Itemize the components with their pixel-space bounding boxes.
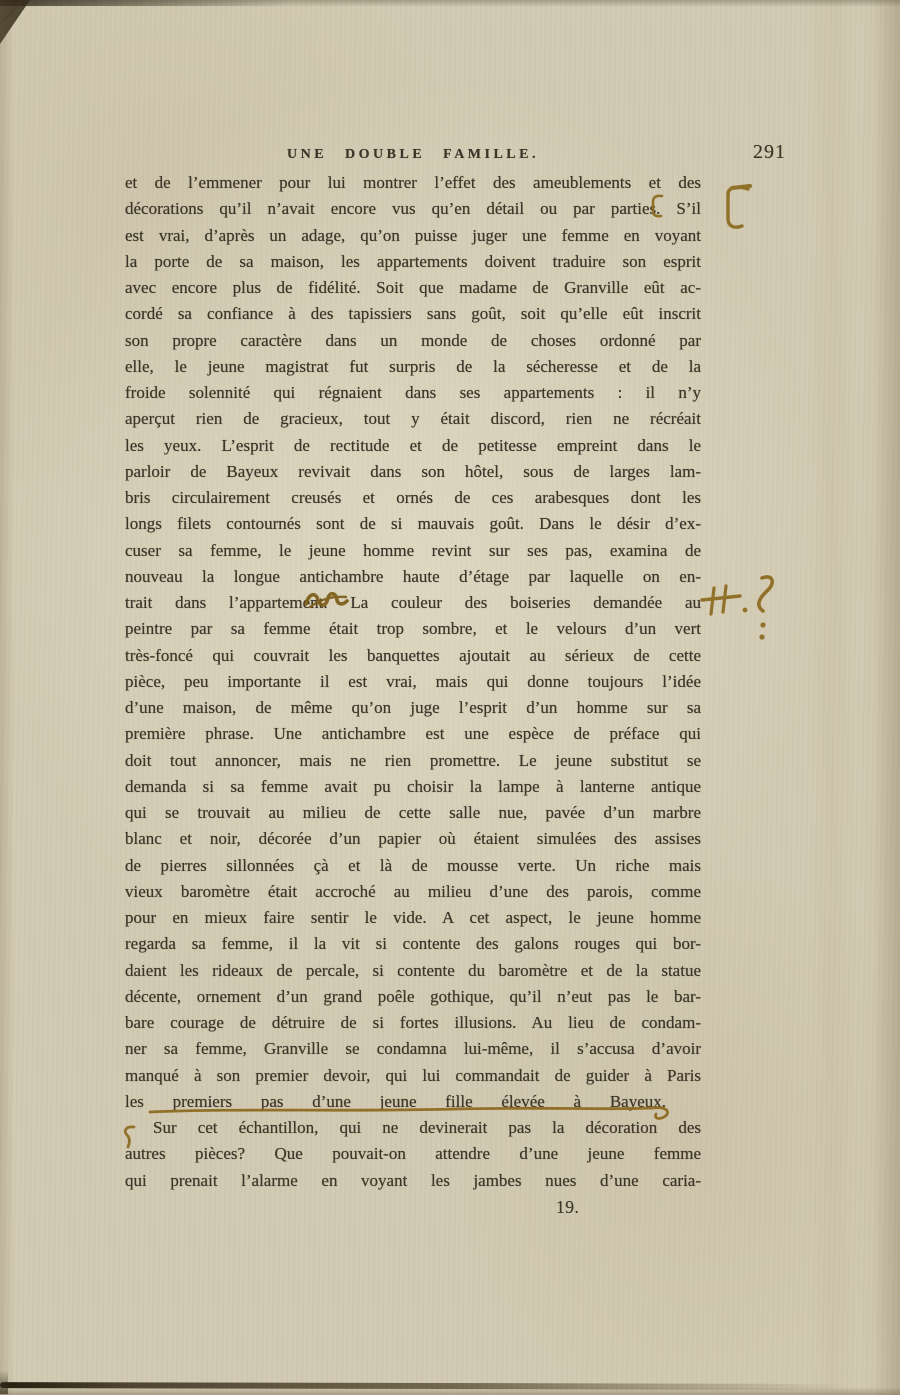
running-title: UNE DOUBLE FAMILLE.	[287, 147, 539, 162]
text-line: longs filets contournés sont de si mauvais goût. Dans le désir d’ex-	[125, 514, 701, 534]
text-line: de pierres sillonnées çà et là de mousse verte. Un riche mais	[125, 855, 701, 875]
text-line: la porte de sa maison, les appartements doivent traduire son esprit	[125, 251, 701, 271]
text-line: pour en mieux faire sentir le vide. A cet aspect, le jeune homme	[125, 908, 701, 927]
text-line: doit tout annoncer, mais ne rien promettre. Le jeune substitut se	[125, 750, 701, 770]
text-line: blanc et noir, décorée d’un papier où étaient simulées des assises	[125, 829, 701, 849]
text-line: manqué à son premier devoir, qui lui commandait de guider à Paris	[125, 1065, 701, 1085]
text-line: et de l’emmener pour lui montrer l’effet des ameublements et des	[125, 173, 701, 192]
text-segment: les	[125, 1091, 173, 1111]
text-line: Sur cet échantillon, qui ne devinerait pas la décoration des	[153, 1118, 701, 1137]
text-line: peintre par sa femme était trop sombre, et le velours d’un vert	[125, 619, 701, 639]
handwritten-margin-bracket-mark	[718, 182, 758, 234]
text-line: pièce, peu importante il est vrai, mais qui donne toujours l’idée	[125, 671, 701, 691]
text-line: regarda sa femme, il la vit si contente des galons rouges qui bor-	[125, 934, 701, 954]
text-line: daient les rideaux de percale, si contente du baromètre et de la statue	[125, 960, 701, 980]
text-line: autres pièces? Que pouvait-on attendre d’une jeune femme	[125, 1144, 701, 1164]
text-line: cuser sa femme, le jeune homme revint sur ses pas, examina de	[125, 540, 701, 560]
text-line: elle, le jeune magistrat fut surpris de la sécheresse et de la	[125, 356, 701, 376]
scan-shadow-right	[874, 0, 900, 1395]
text-line: d’une maison, de même qu’on juge l’esprit d’un homme sur sa	[125, 698, 701, 717]
scan-shadow-left	[0, 0, 14, 1395]
signature-number: 19.	[556, 1197, 580, 1217]
page-number: 291	[753, 141, 786, 163]
text-line: les yeux. L’esprit de rectitude et de petitesse empreint dans le	[125, 435, 701, 455]
text-line: vieux baromètre était accroché au milieu d’une des parois, comme	[125, 881, 701, 901]
handwritten-margin-marks	[700, 570, 800, 660]
text-line: décorations qu’il n’avait encore vus qu’en détail ou par parties. S’il	[125, 199, 701, 219]
text-line: est vrai, d’après un adage, qu’on puisse juger une femme en voyant	[125, 225, 701, 245]
text-line: demanda si sa femme avait pu choisir la lampe à lanterne antique	[125, 776, 701, 796]
handwritten-inline-bracket-mark	[648, 192, 666, 220]
text-line: trait dans l’appartement. La couleur des boiseries demandée au	[125, 593, 701, 612]
text-line: qui prenait l’alarme en voyant les jambes nues d’une caria-	[125, 1170, 701, 1190]
underlined-phrase: premiers pas d’une jeune fille élevée à Bayeux.	[172, 1091, 666, 1111]
text-line: première phrase. Une antichambre est une espèce de préface qui	[125, 724, 701, 744]
body-text	[125, 170, 701, 1194]
text-line: bare courage de détruire de si fortes illusions. Au lieu de condam-	[125, 1013, 701, 1032]
text-line: ner sa femme, Granville se condamna lui-même, il s’accusa d’avoir	[125, 1039, 701, 1059]
text-line: froide solennité qui régnaient dans ses appartements : il n’y	[125, 383, 701, 402]
scan-shadow-bottom	[0, 1387, 900, 1395]
handwritten-strike-scribble	[302, 588, 350, 614]
text-line: aperçut rien de gracieux, tout y était discord, rien ne récréait	[125, 409, 701, 429]
text-line: très-foncé qui couvrait les banquettes ajoutait au sérieux de cette	[125, 645, 701, 665]
handwritten-paragraph-tick	[118, 1122, 140, 1152]
text-line: cordé sa confiance à des tapissiers sans goût, soit qu’elle eût inscrit	[125, 304, 701, 324]
scan-streak-top-left	[0, 0, 290, 6]
text-line: bris circulairement creusés et ornés de ces arabesques dont les	[125, 488, 701, 507]
text-line: son propre caractère dans un monde de choses ordonné par	[125, 330, 701, 350]
handwritten-underline-with-hook	[146, 1100, 686, 1130]
text-line: qui se trouvait au milieu de cette salle nue, pavée d’un marbre	[125, 803, 701, 822]
text-line: nouveau la longue antichambre haute d’étage par laquelle on en-	[125, 566, 701, 586]
text-line: parloir de Bayeux revivait dans son hôtel, sous de larges lam-	[125, 461, 701, 481]
text-line: avec encore plus de fidélité. Soit que madame de Granville eût ac-	[125, 278, 701, 297]
text-line: décente, ornement d’un grand poêle gothique, qu’il n’eut pas le bar-	[125, 986, 701, 1006]
page-header	[125, 141, 786, 167]
